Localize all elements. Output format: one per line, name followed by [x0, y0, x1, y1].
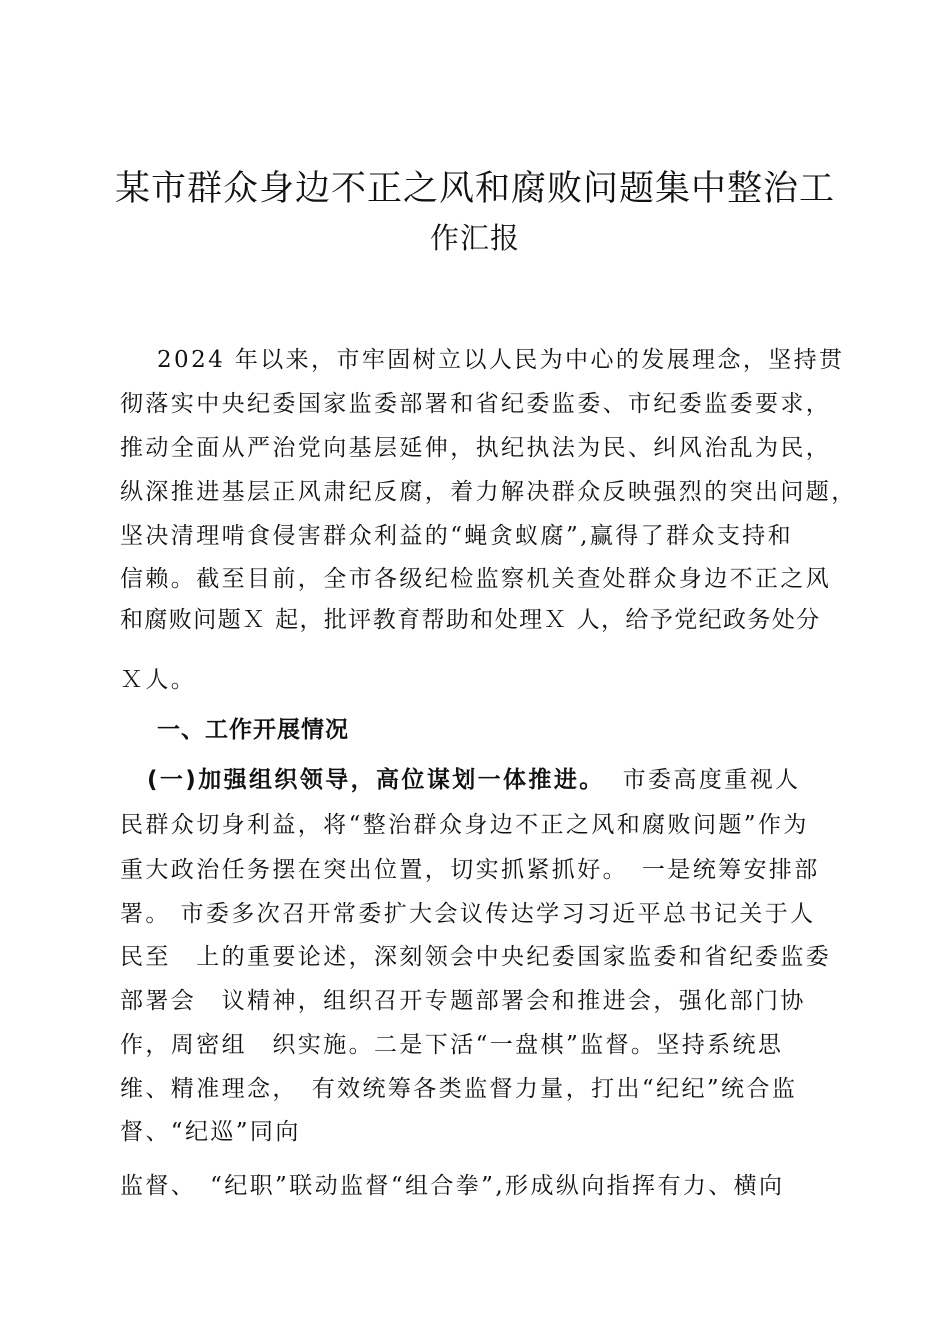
body-line-6: 作，周密组 织实施。二是下活“一盘棋”监督。坚持系统思 [120, 1032, 784, 1058]
body-line-7: 维、精准理念， 有效统筹各类监督力量，打出“纪纪”统合监 [120, 1076, 798, 1102]
body-line-5: 部署会 议精神，组织召开专题部署会和推进会，强化部门协 [120, 988, 806, 1014]
body-line-1: 民群众切身利益，将“整治群众身边不正之风和腐败问题”作为 [120, 812, 809, 838]
intro-line-2: 彻落实中央纪委国家监委部署和省纪委监委、市纪委监委要求， [120, 391, 832, 417]
body-line-3: 署。 市委多次召开常委扩大会议传达学习习近平总书记关于人 [120, 901, 816, 927]
section-heading-1: 一、工作开展情况 [157, 717, 349, 743]
document-title-line-2: 作汇报 [429, 221, 520, 255]
subsection-heading-1: (一)加强组织领导，高位谋划一体推进。 [147, 767, 605, 793]
subsection-1-first-line [147, 760, 840, 800]
intro-line-3: 推动全面从严治党向基层延伸，执纪执法为民、纠风治乱为民， [120, 435, 832, 461]
intro-line-5: 坚决清理啃食侵害群众利益的“蝇贪蚁腐”,赢得了群众支持和 [120, 523, 794, 549]
document-title-line-1: 某市群众身边不正之风和腐败问题集中整治工 [114, 169, 835, 209]
intro-line-8: Ｘ人。 [120, 667, 197, 693]
subsection-1-text-start: 市委高度重视人 [622, 767, 801, 793]
intro-line-1: 2024 年以来，市牢固树立以人民为中心的发展理念，坚持贯 [157, 347, 845, 373]
intro-line-4: 纵深推进基层正风肃纪反腐，着力解决群众反映强烈的突出问题， [120, 479, 857, 505]
intro-line-6: 信赖。截至目前，全市各级纪检监察机关查处群众身边不正之风 [120, 566, 832, 592]
body-line-4: 民至 上的重要论述，深刻领会中央纪委国家监委和省纪委监委 [120, 944, 832, 970]
body-line-2: 重大政治任务摆在突出位置，切实抓紧抓好。 一是统筹安排部 [120, 857, 820, 883]
intro-line-7: 和腐败问题Ｘ 起，批评教育帮助和处理Ｘ 人，给予党纪政务处分 [120, 607, 821, 633]
body-line-8: 督、“纪巡”同向 [120, 1119, 301, 1145]
body-line-9: 监督、 “纪职”联动监督“组合拳”,形成纵向指挥有力、横向 [120, 1173, 785, 1199]
